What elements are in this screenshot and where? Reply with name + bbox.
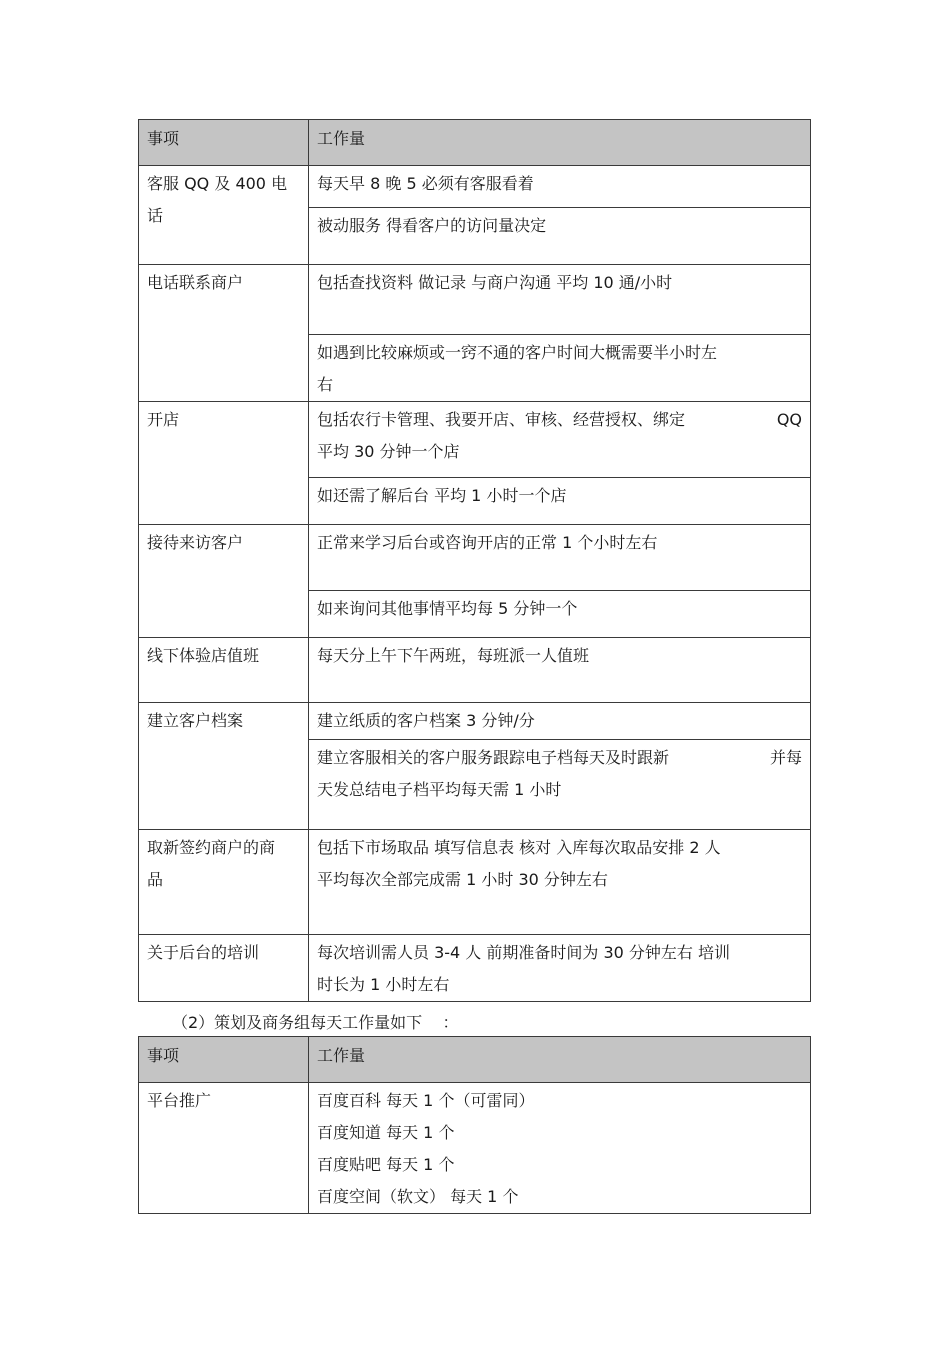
table-row xyxy=(139,265,811,335)
cell-line: 如来询问其他事情平均每 5 分钟一个 xyxy=(317,599,578,618)
cell-line: 品 xyxy=(147,870,164,889)
cell-line: 电话联系商户 xyxy=(147,273,244,292)
cell-line: 建立客户档案 xyxy=(147,711,244,730)
cell-line: 平台推广 xyxy=(147,1091,212,1110)
cell-line-part: 并每 xyxy=(769,748,802,767)
item-cell xyxy=(139,525,309,638)
cell-line: 百度空间（软文） 每天 1 个 xyxy=(317,1187,519,1206)
cell-line: 右 xyxy=(317,375,334,394)
item-cell xyxy=(139,638,309,703)
cell-line: 包括下市场取品 填写信息表 核对 入库每次取品安排 2 人 xyxy=(317,838,721,857)
cell-line: 开店 xyxy=(147,410,180,429)
workload-cell xyxy=(309,703,811,740)
cell-line-part: 建立客服相关的客户服务跟踪电子档每天及时跟新 xyxy=(317,748,670,767)
cell-line xyxy=(317,742,802,774)
table-row xyxy=(139,402,811,478)
table-row xyxy=(139,703,811,740)
item-cell xyxy=(139,703,309,830)
section-caption: （2）策划及商务组每天工作量如下 ： xyxy=(172,1013,459,1032)
cell-line: 每天早 8 晚 5 必须有客服看着 xyxy=(317,174,534,193)
table-row xyxy=(139,166,811,208)
cell-line xyxy=(317,404,802,436)
header-row xyxy=(139,1037,811,1083)
cell-line-part: QQ xyxy=(776,410,802,429)
item-cell xyxy=(139,402,309,525)
cell-line: 每次培训需人员 3-4 人 前期准备时间为 30 分钟左右 培训 xyxy=(317,943,731,962)
header-item: 事项 xyxy=(139,120,309,166)
workload-cell xyxy=(309,335,811,402)
cell-line: 接待来访客户 xyxy=(147,533,244,552)
cell-line: 建立纸质的客户档案 3 分钟/分 xyxy=(317,711,535,730)
cell-line: 百度百科 每天 1 个（可雷同） xyxy=(317,1091,535,1110)
workload-cell xyxy=(309,638,811,703)
workload-cell xyxy=(309,402,811,478)
cell-line: 每天分上午下午两班，每班派一人值班 xyxy=(317,646,590,665)
workload-table-customer-service xyxy=(138,119,811,1002)
cell-line: 百度知道 每天 1 个 xyxy=(317,1123,455,1142)
workload-cell xyxy=(309,478,811,525)
workload-cell xyxy=(309,208,811,265)
cell-line: 平均 30 分钟一个店 xyxy=(317,442,460,461)
workload-cell xyxy=(309,166,811,208)
cell-line: 线下体验店值班 xyxy=(147,646,260,665)
workload-cell xyxy=(309,525,811,591)
item-cell xyxy=(139,166,309,265)
cell-line: 如遇到比较麻烦或一窍不通的客户时间大概需要半小时左 xyxy=(317,343,718,362)
workload-cell xyxy=(309,591,811,638)
table-row xyxy=(139,525,811,591)
header-workload: 工作量 xyxy=(309,1037,811,1083)
table-row xyxy=(139,1083,811,1214)
cell-line: 关于后台的培训 xyxy=(147,943,260,962)
table-row xyxy=(139,935,811,1002)
cell-line-part: 包括农行卡管理、我要开店、审核、经营授权、绑定 xyxy=(317,410,686,429)
workload-cell xyxy=(309,935,811,1002)
item-cell xyxy=(139,935,309,1002)
workload-cell xyxy=(309,265,811,335)
table-row xyxy=(139,638,811,703)
cell-line: 客服 QQ 及 400 电 xyxy=(147,174,288,193)
item-cell xyxy=(139,830,309,935)
cell-line: 天发总结电子档平均每天需 1 小时 xyxy=(317,780,562,799)
cell-line: 如还需了解后台 平均 1 小时一个店 xyxy=(317,486,567,505)
header-item: 事项 xyxy=(139,1037,309,1083)
workload-cell xyxy=(309,1083,811,1214)
cell-line: 时长为 1 小时左右 xyxy=(317,975,450,994)
header-row xyxy=(139,120,811,166)
cell-line: 百度贴吧 每天 1 个 xyxy=(317,1155,455,1174)
cell-line: 平均每次全部完成需 1 小时 30 分钟左右 xyxy=(317,870,608,889)
workload-cell xyxy=(309,830,811,935)
workload-cell xyxy=(309,740,811,830)
item-cell xyxy=(139,265,309,402)
header-workload: 工作量 xyxy=(309,120,811,166)
workload-table-planning xyxy=(138,1036,811,1214)
cell-line: 包括查找资料 做记录 与商户沟通 平均 10 通/小时 xyxy=(317,273,673,292)
cell-line: 被动服务 得看客户的访问量决定 xyxy=(317,216,547,235)
cell-line: 话 xyxy=(147,206,164,225)
item-cell xyxy=(139,1083,309,1214)
cell-line: 取新签约商户的商 xyxy=(147,838,276,857)
cell-line: 正常来学习后台或咨询开店的正常 1 个小时左右 xyxy=(317,533,658,552)
table-row xyxy=(139,830,811,935)
